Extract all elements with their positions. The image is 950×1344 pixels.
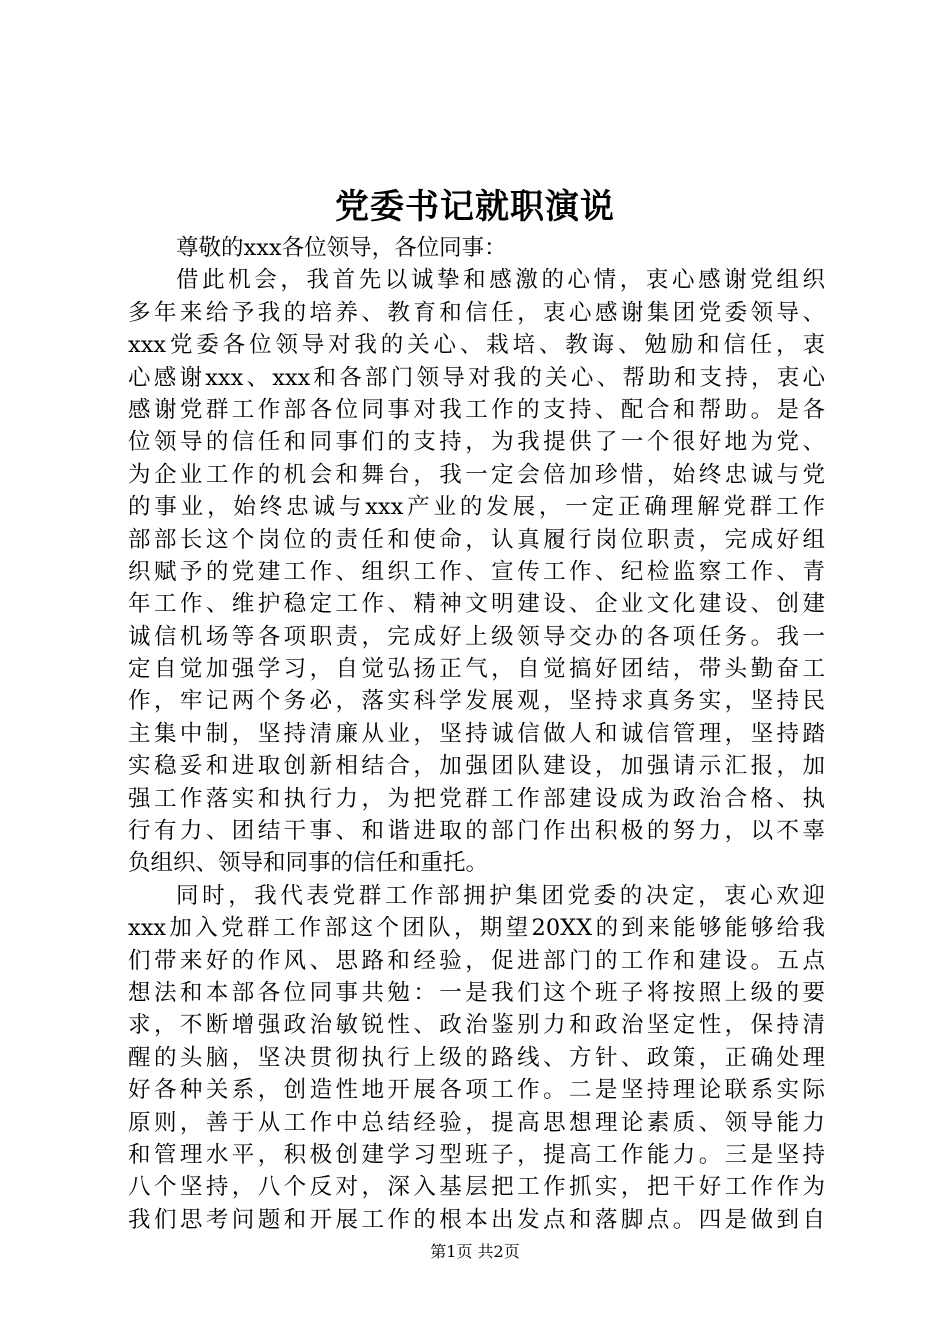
page-footer: 第1页 共2页 xyxy=(430,1242,520,1261)
paragraph-line: xxx加入党群工作部这个团队，期望20XX的到来能够能够给我 xyxy=(128,915,825,942)
paragraph-line: 心感谢xxx、xxx和各部门领导对我的关心、帮助和支持，衷心 xyxy=(128,364,825,391)
paragraph-line: 定自觉加强学习，自觉弘扬正气，自觉搞好团结，带头勤奋工 xyxy=(128,656,825,683)
paragraph-line: 为企业工作的机会和舞台，我一定会倍加珍惜，始终忠诚与党 xyxy=(128,461,825,488)
paragraph-line: 同时，我代表党群工作部拥护集团党委的决定，衷心欢迎 xyxy=(176,882,825,909)
paragraph-line: 们带来好的作风、思路和经验，促进部门的工作和建设。五点 xyxy=(128,947,825,974)
paragraph-line: xxx党委各位领导对我的关心、栽培、教诲、勉励和信任，衷 xyxy=(128,332,825,359)
paragraph-line: 和管理水平，积极创建学习型班子，提高工作能力。三是坚持 xyxy=(128,1141,825,1168)
paragraph-line: 想法和本部各位同事共勉：一是我们这个班子将按照上级的要 xyxy=(128,979,825,1006)
paragraph-line: 醒的头脑，坚决贯彻执行上级的路线、方针、政策，正确处理 xyxy=(128,1044,825,1071)
paragraph-line: 多年来给予我的培养、教育和信任，衷心感谢集团党委领导、 xyxy=(128,299,825,326)
paragraph-line: 位领导的信任和同事们的支持，为我提供了一个很好地为党、 xyxy=(128,429,825,456)
paragraph-line: 的事业，始终忠诚与xxx产业的发展，一定正确理解党群工作 xyxy=(128,494,825,521)
paragraph-line: 八个坚持，八个反对，深入基层把工作抓实，把干好工作作为 xyxy=(128,1174,825,1201)
paragraph-line: 织赋予的党建工作、组织工作、宣传工作、纪检监察工作、青 xyxy=(128,558,825,585)
paragraph-line: 求，不断增强政治敏锐性、政治鉴别力和政治坚定性，保持清 xyxy=(128,1012,825,1039)
paragraph-line: 我们思考问题和开展工作的根本出发点和落脚点。四是做到自 xyxy=(128,1206,825,1233)
paragraph-line: 作，牢记两个务必，落实科学发展观，坚持求真务实，坚持民 xyxy=(128,688,825,715)
document-body xyxy=(128,232,825,1236)
paragraph-line: 好各种关系，创造性地开展各项工作。二是坚持理论联系实际 xyxy=(128,1077,825,1104)
paragraph-line: 感谢党群工作部各位同事对我工作的支持、配合和帮助。是各 xyxy=(128,396,825,423)
paragraph-line: 部部长这个岗位的责任和使命，认真履行岗位职责，完成好组 xyxy=(128,526,825,553)
paragraph-line: 原则，善于从工作中总结经验，提高思想理论素质、领导能力 xyxy=(128,1109,825,1136)
paragraph-line: 强工作落实和执行力，为把党群工作部建设成为政治合格、执 xyxy=(128,785,825,812)
paragraph-line: 行有力、团结干事、和谐进取的部门作出积极的努力，以不辜 xyxy=(128,818,825,845)
paragraph-line: 年工作、维护稳定工作、精神文明建设、企业文化建设、创建 xyxy=(128,591,825,618)
paragraph-line: 借此机会，我首先以诚挚和感激的心情，衷心感谢党组织 xyxy=(176,267,825,294)
salutation-line: 尊敬的xxx各位领导，各位同事： xyxy=(176,235,507,261)
document-title: 党委书记就职演说 xyxy=(335,187,615,227)
paragraph-line: 诚信机场等各项职责，完成好上级领导交办的各项任务。我一 xyxy=(128,623,825,650)
paragraph-line: 实稳妥和进取创新相结合，加强团队建设，加强请示汇报，加 xyxy=(128,753,825,780)
paragraph-line: 负组织、领导和同事的信任和重托。 xyxy=(128,850,489,877)
paragraph-line: 主集中制，坚持清廉从业，坚持诚信做人和诚信管理，坚持踏 xyxy=(128,720,825,747)
